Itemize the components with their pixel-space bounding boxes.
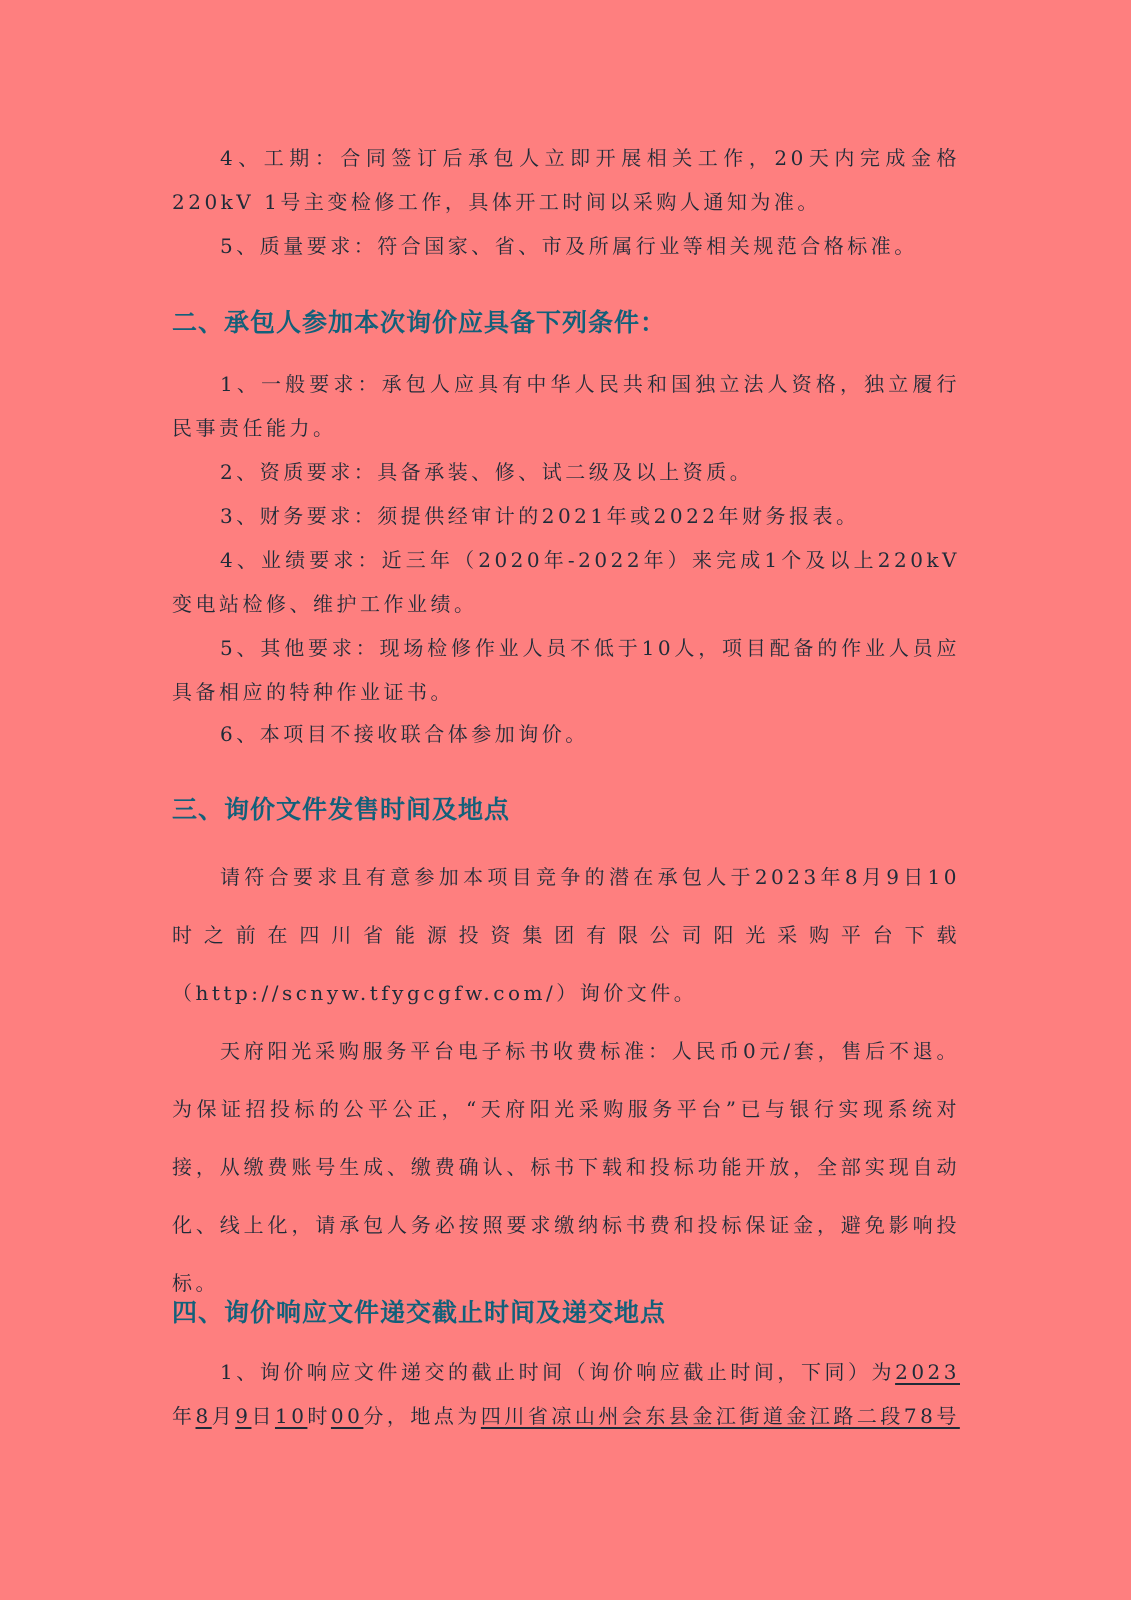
section-heading-document-sale: 三、询价文件发售时间及地点 — [172, 795, 511, 824]
location-intro: 分，地点为 — [363, 1404, 481, 1428]
year-unit: 年 — [172, 1404, 196, 1428]
deadline-year: 2023 — [895, 1360, 960, 1384]
submission-address: 四川省凉山州会东县金江街道金江路二段78号 — [480, 1404, 960, 1428]
other-requirement-item: 5、其他要求：现场检修作业人员不低于10人，项目配备的作业人员应具备相应的特种作业证书。 — [172, 636, 960, 704]
performance-requirement-item: 4、业绩要求：近三年（2020年-2022年）来完成1个及以上220kV变电站检修、维护工作业绩。 — [172, 548, 960, 616]
deadline-prefix: 1、询价响应文件递交的截止时间（询价响应截止时间，下同）为 — [220, 1360, 896, 1384]
deadline-hour: 10 — [274, 1404, 308, 1428]
general-requirement-item: 1、一般要求：承包人应具有中华人民共和国独立法人资格，独立履行民事责任能力。 — [172, 372, 960, 440]
financial-requirement-item: 3、财务要求：须提供经审计的2021年或2022年财务报表。 — [220, 504, 860, 528]
qualification-requirement-item: 2、资质要求：具备承装、修、试二级及以上资质。 — [220, 460, 754, 484]
deadline-month: 8 — [195, 1404, 212, 1428]
deadline-minute: 00 — [330, 1404, 364, 1428]
month-unit: 月 — [211, 1404, 236, 1428]
fee-paragraph: 天府阳光采购服务平台电子标书收费标准：人民币0元/套，售后不退。为保证招投标的公平公正，“天府阳光采购服务平台”已与银行实现系统对接，从缴费账号生成、缴费确认、标书下载和投标功能开放，全部实现自动化、线上化，请承包人务必按照要求缴纳标书费和投标保证金，避免影响投标。 — [172, 1039, 960, 1295]
consortium-item: 6、本项目不接收联合体参加询价。 — [220, 722, 589, 746]
schedule-item: 4、工期：合同签订后承包人立即开展相关工作，20天内完成金格220kV 1号主变检修工作，具体开工时间以采购人通知为准。 — [172, 146, 960, 214]
download-paragraph: 请符合要求且有意参加本项目竞争的潜在承包人于2023年8月9日10时之前在四川省能源投资集团有限公司阳光采购平台下载（http://scnyw.tfygcgfw.com/）询价文件。 — [172, 865, 960, 1005]
hour-unit: 时 — [307, 1404, 331, 1428]
deadline-day: 9 — [235, 1404, 252, 1428]
quality-item: 5、质量要求：符合国家、省、市及所属行业等相关规范合格标准。 — [220, 234, 918, 258]
section-heading-qualifications: 二、承包人参加本次询价应具备下列条件： — [172, 308, 667, 337]
submission-deadline-item — [172, 1350, 960, 1438]
day-unit: 日 — [251, 1404, 275, 1428]
section-heading-submission: 四、询价响应文件递交截止时间及递交地点 — [172, 1298, 667, 1327]
